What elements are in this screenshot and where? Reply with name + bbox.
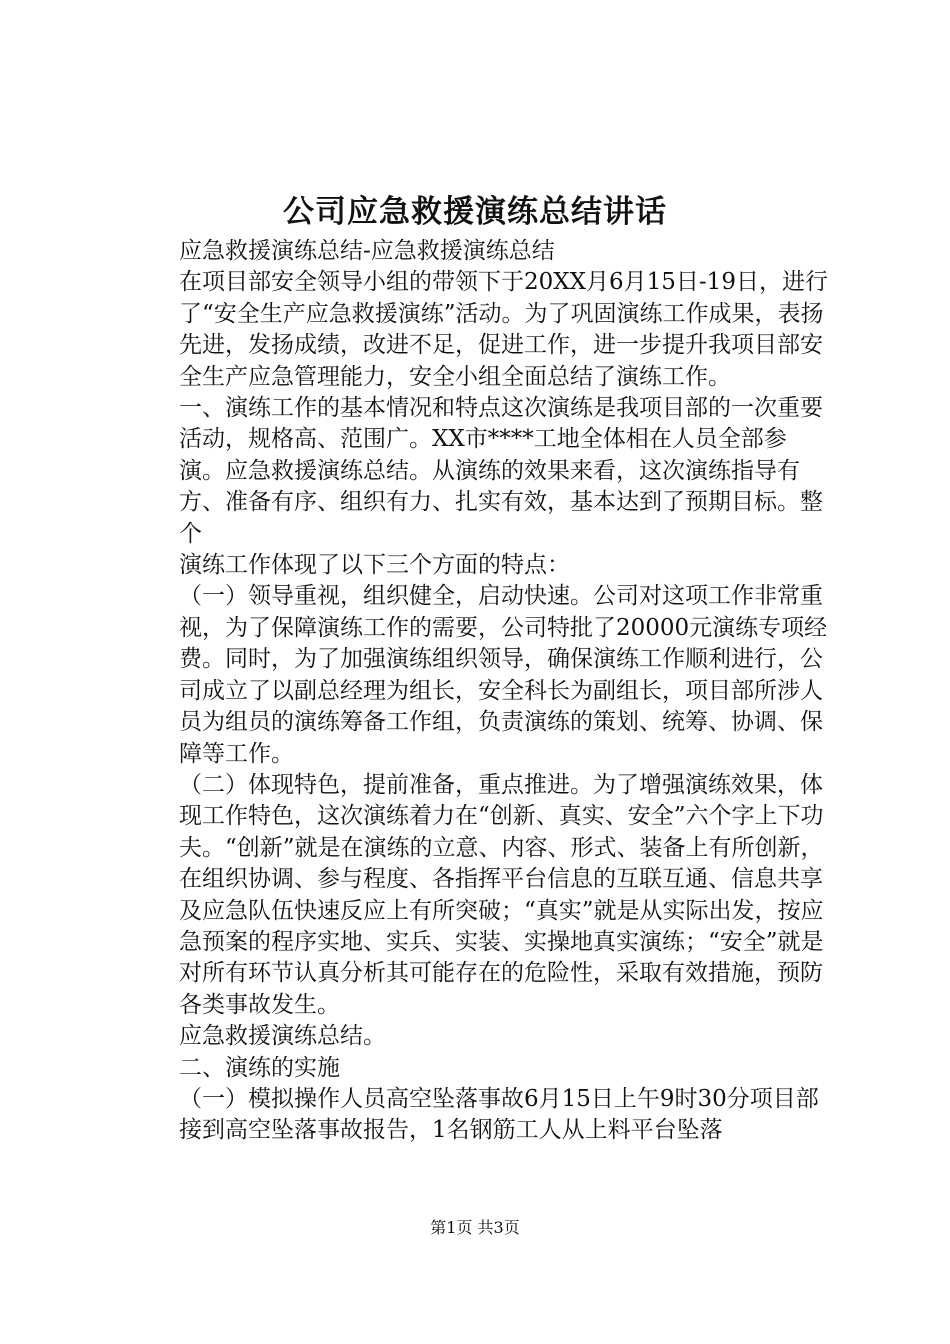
page-footer: 第1页 共3页 — [430, 1218, 520, 1237]
paragraph-implementation-one: （一）模拟操作人员高空坠落事故6月15日上午9时30分项目部接到高空坠落事故报告，1名钢筋工人从上料平台坠落 — [179, 1085, 819, 1144]
paragraph-intro: 在项目部安全领导小组的带领下于20XX月6月15日-19日，进行了“安全生产应急救援演练”活动。为了巩固演练工作成果，表扬先进，发扬成绩，改进不足，促进工作，进一步提升我项目部安全生产应急管理能力，安全小组全面总结了演练工作。 — [179, 269, 828, 390]
document-title: 公司应急救援演练总结讲话 — [283, 194, 667, 230]
paragraph-feature-one: （一）领导重视，组织健全，启动快速。公司对这项工作非常重视，为了保障演练工作的需要，公司特批了20000元演练专项经费。同时，为了加强演练组织领导，确保演练工作顺利进行，公司成立了以副总经理为组长，安全科长为副组长，项目部所涉人员为组员的演练筹备工作组，负责演练的策划、统筹、协调、保障等工作。 — [179, 583, 828, 767]
paragraph-feature-two: （二）体现特色，提前准备，重点推进。为了增强演练效果，体现工作特色，这次演练着力在“创新、真实、安全”六个字上下功夫。“创新”就是在演练的立意、内容、形式、装备上有所创新，在组织协调、参与程度、各指挥平台信息的互联互通、信息共享及应急队伍快速反应上有所突破；“真实”就是从实际出发，按应急预案的程序实地、实兵、实装、实操地真实演练；“安全”就是对所有环节认真分析其可能存在的危险性，采取有效措施，预防各类事故发生。 — [179, 771, 824, 1018]
paragraph-section-one: 一、演练工作的基本情况和特点这次演练是我项目部的一次重要活动，规格高、范围广。XX市****工地全体相在人员全部参演。应急救援演练总结。从演练的效果来看，这次演练指导有方、准备有序、组织有力、扎实有效，基本达到了预期目标。整个 — [179, 395, 823, 547]
paragraph-features-intro: 演练工作体现了以下三个方面的特点： — [179, 552, 570, 579]
document-body — [131, 236, 831, 1147]
section-heading-implementation: 二、演练的实施 — [179, 1054, 340, 1081]
document-subtitle: 应急救援演练总结-应急救援演练总结 — [179, 238, 555, 264]
paragraph-summary-note: 应急救援演练总结。 — [179, 1023, 386, 1050]
